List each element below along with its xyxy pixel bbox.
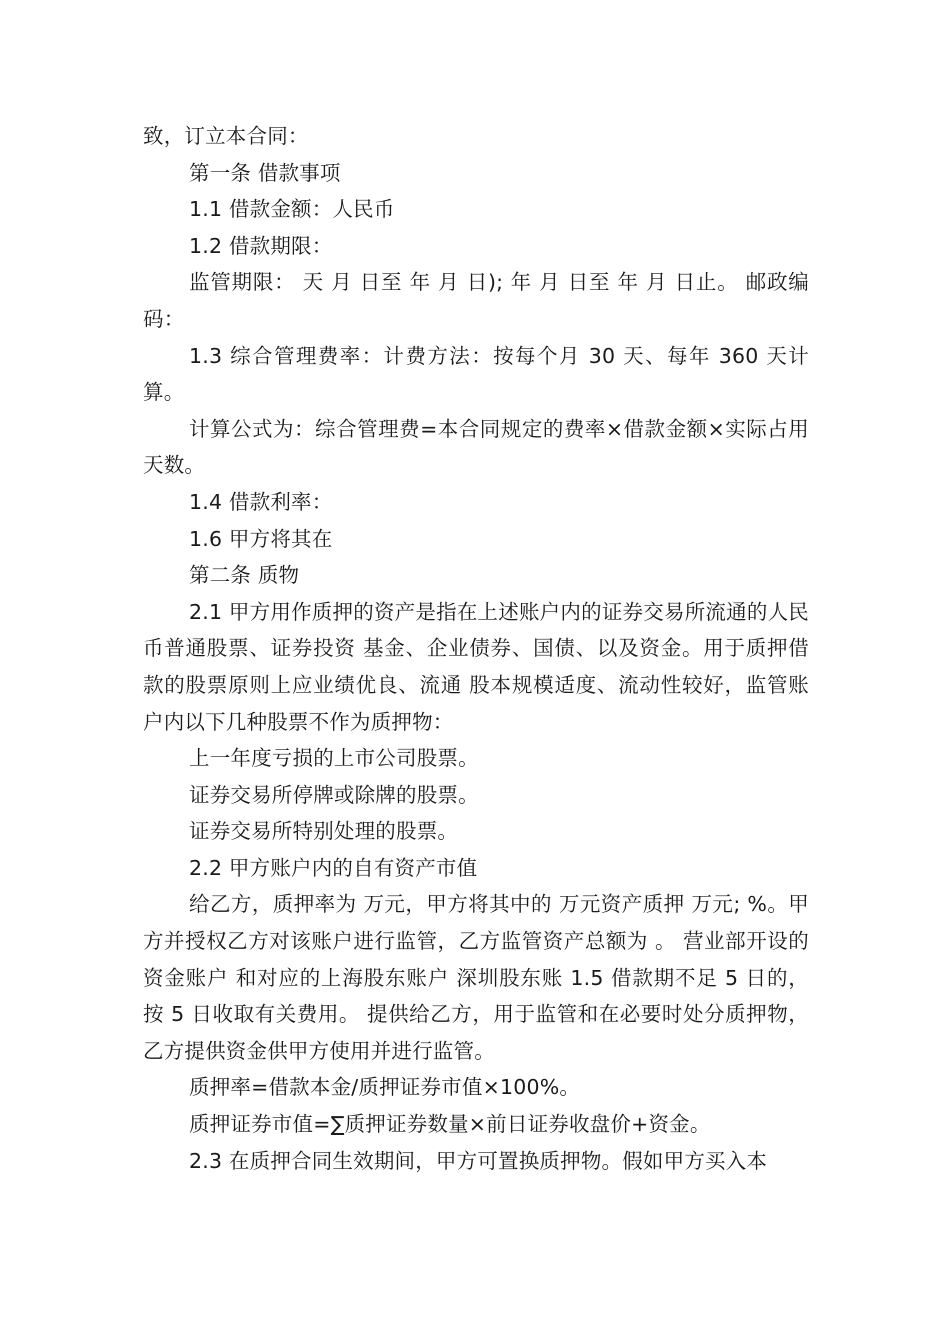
document-body <box>143 118 809 1179</box>
article-heading: 第一条 借款事项 <box>189 160 341 185</box>
paragraph: 2.3 在质押合同生效期间，甲方可置换质押物。假如甲方买入本 <box>189 1148 768 1173</box>
paragraph: 致，订立本合同： <box>143 124 309 148</box>
paragraph: 计算公式为：综合管理费=本合同规定的费率×借款金额×实际占用天数。 <box>143 416 809 478</box>
paragraph: 1.6 甲方将其在 <box>189 526 333 551</box>
paragraph: 质押率=借款本金/质押证券市值×100%。 <box>189 1075 581 1100</box>
paragraph: 1.1 借款金额：人民币 <box>189 197 395 222</box>
paragraph: 1.2 借款期限： <box>189 233 333 258</box>
paragraph: 上一年度亏损的上市公司股票。 <box>189 746 479 771</box>
paragraph: 监管期限： 天 月 日至 年 月 日); 年 月 日至 年 月 日止。 邮政编码： <box>143 270 809 331</box>
paragraph: 1.4 借款利率： <box>189 489 333 514</box>
paragraph: 给乙方，质押率为 万元，甲方将其中的 万元资产质押 万元; %。甲方并授权乙方对该账户进行监管，乙方监管资产总额为 。 营业部开设的资金账户 和对应的上海股东账户 深圳股东账 1.5 借款期不足 5 日的，按 5 日收取有关费用。 提供给乙方，用于监管和在必要时处分质押物，乙方提供资金供甲方使用并进行监管。 <box>143 892 809 1063</box>
paragraph: 2.2 甲方账户内的自有资产市值 <box>189 855 478 880</box>
paragraph: 2.1 甲方用作质押的资产是指在上述账户内的证券交易所流通的人民币普通股票、证券投资 基金、企业债券、国债、以及资金。用于质押借款的股票原则上应业绩优良、流通 股本规模适度、流动性较好，监管账户内以下几种股票不作为质押物： <box>143 599 809 734</box>
paragraph: 证券交易所特别处理的股票。 <box>189 819 459 844</box>
article-heading: 第二条 质物 <box>189 563 300 588</box>
paragraph: 1.3 综合管理费率：计费方法：按每个月 30 天、每年 360 天计算。 <box>143 343 809 405</box>
paragraph: 质押证券市值=∑质押证券数量×前日证券收盘价+资金。 <box>189 1112 711 1137</box>
paragraph: 证券交易所停牌或除牌的股票。 <box>189 782 479 807</box>
